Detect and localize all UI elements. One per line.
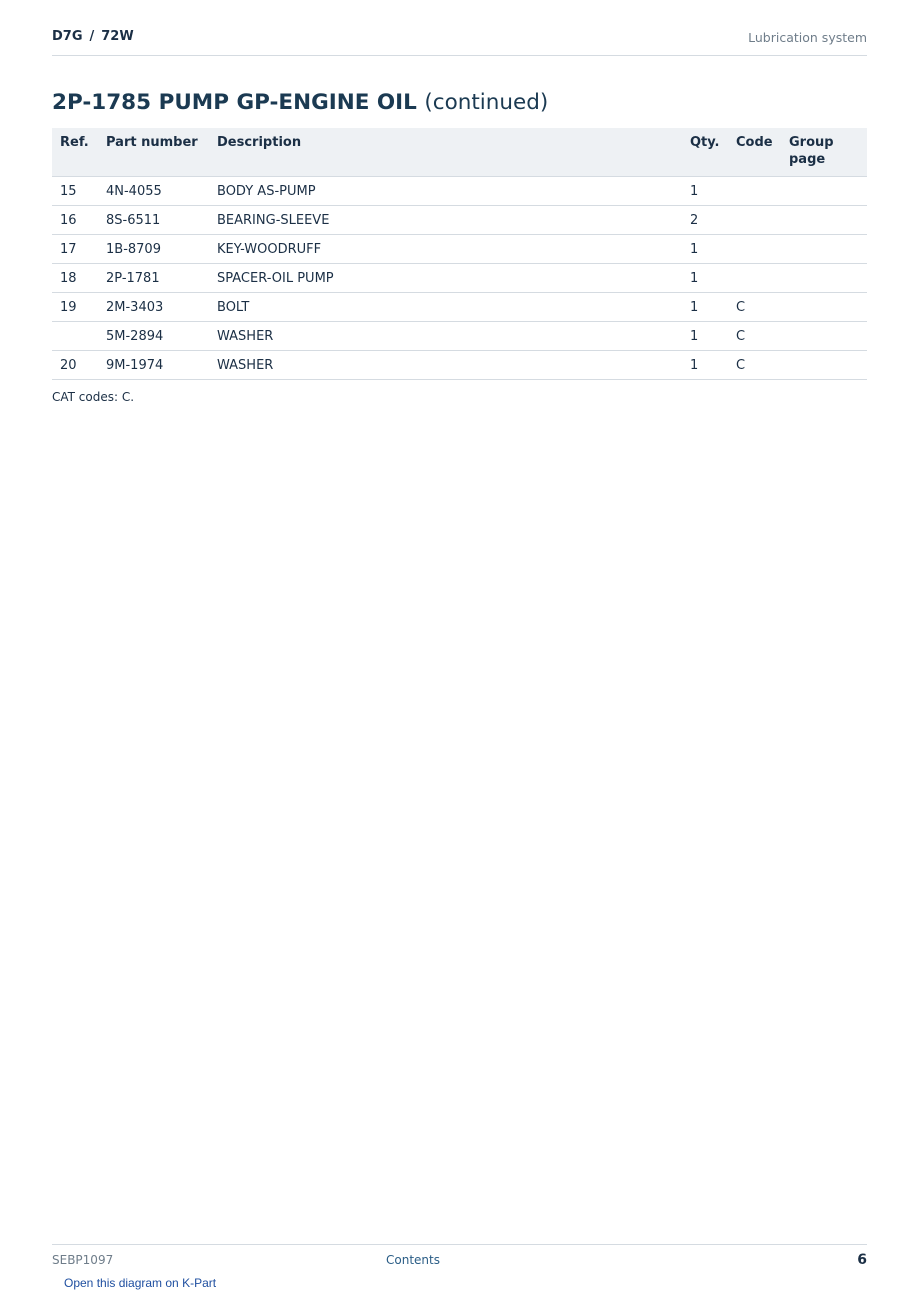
table-row [52, 351, 867, 380]
cell-description: WASHER [209, 322, 682, 351]
column-header-description: Description [209, 128, 682, 177]
section-name: Lubrication system [748, 30, 867, 45]
cell-description: BOLT [209, 293, 682, 322]
cell-group-page [781, 264, 867, 293]
model-serial [52, 29, 134, 44]
kpart-diagram-link[interactable]: Open this diagram on K-Part [64, 1276, 217, 1290]
cell-part-number: 8S-6511 [98, 206, 209, 235]
cell-code [728, 206, 781, 235]
cell-ref: 16 [52, 206, 98, 235]
column-header-part-number: Part number [98, 128, 209, 177]
title-main: 2P-1785 PUMP GP-ENGINE OIL [52, 90, 417, 115]
cell-part-number: 4N-4055 [98, 177, 209, 206]
cell-group-page [781, 206, 867, 235]
column-header-code: Code [728, 128, 781, 177]
group-page-header-text: Group page [789, 135, 834, 167]
table-row [52, 206, 867, 235]
column-header-qty [682, 128, 728, 177]
cell-description: BEARING-SLEEVE [209, 206, 682, 235]
cell-qty: 1 [682, 264, 728, 293]
table-row [52, 322, 867, 351]
table-header-row [52, 128, 867, 177]
cell-group-page [781, 351, 867, 380]
cell-qty: 1 [682, 293, 728, 322]
cell-ref: 20 [52, 351, 98, 380]
table-row [52, 177, 867, 206]
cell-group-page [781, 235, 867, 264]
table-row [52, 293, 867, 322]
page-header [52, 28, 867, 56]
serial-prefix: 72W [101, 29, 134, 44]
cell-description: KEY-WOODRUFF [209, 235, 682, 264]
cell-ref: 19 [52, 293, 98, 322]
cell-code [728, 264, 781, 293]
table-row [52, 264, 867, 293]
cell-part-number: 2P-1781 [98, 264, 209, 293]
column-header-group-page [781, 128, 867, 177]
cell-qty: 1 [682, 322, 728, 351]
cell-ref: 18 [52, 264, 98, 293]
footer-divider [52, 1244, 867, 1245]
parts-table [52, 128, 867, 380]
model-separator: / [89, 29, 95, 44]
cell-qty: 1 [682, 351, 728, 380]
cell-part-number: 1B-8709 [98, 235, 209, 264]
title-suffix: (continued) [424, 90, 549, 115]
model-name: D7G [52, 29, 83, 44]
cell-ref: 17 [52, 235, 98, 264]
page [52, 0, 867, 1300]
cell-part-number: 2M-3403 [98, 293, 209, 322]
cell-description: SPACER-OIL PUMP [209, 264, 682, 293]
qty-header-text: Qty. [690, 135, 720, 150]
page-title [52, 90, 548, 115]
cell-qty: 1 [682, 235, 728, 264]
contents-link[interactable]: Contents [386, 1253, 440, 1267]
cell-code: C [728, 293, 781, 322]
cell-qty: 2 [682, 206, 728, 235]
page-number: 6 [857, 1252, 867, 1268]
cell-description: WASHER [209, 351, 682, 380]
cell-description: BODY AS-PUMP [209, 177, 682, 206]
cell-code [728, 235, 781, 264]
cell-group-page [781, 177, 867, 206]
cell-code: C [728, 351, 781, 380]
cell-ref [52, 322, 98, 351]
parts-table-body [52, 177, 867, 380]
cell-part-number: 5M-2894 [98, 322, 209, 351]
cell-qty: 1 [682, 177, 728, 206]
document-id: SEBP1097 [52, 1253, 114, 1267]
column-header-ref: Ref. [52, 128, 98, 177]
cell-group-page [781, 322, 867, 351]
cat-codes-note: CAT codes: C. [52, 390, 135, 404]
cell-code: C [728, 322, 781, 351]
cell-group-page [781, 293, 867, 322]
cell-code [728, 177, 781, 206]
cell-ref: 15 [52, 177, 98, 206]
cell-part-number: 9M-1974 [98, 351, 209, 380]
table-row [52, 235, 867, 264]
